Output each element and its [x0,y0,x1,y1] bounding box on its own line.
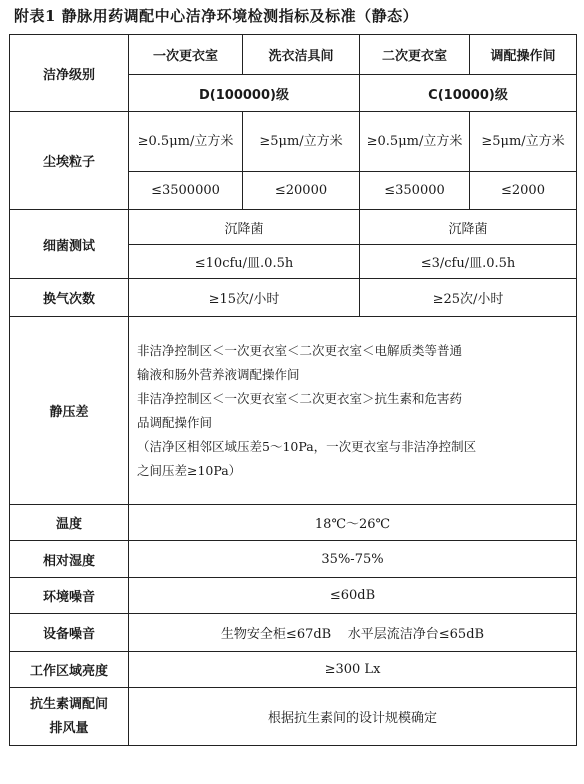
table-row [10,210,577,245]
room-header-compounding: 调配操作间 [470,35,577,75]
table-row [10,35,577,75]
table-title: 附表1 静脉用药调配中心洁净环境检测指标及标准（静态） [14,7,419,25]
dust-size-cell [470,112,577,172]
pressure-line: 品调配操作间 [137,414,213,430]
cleanliness-level-d: D(100000)级 [129,75,360,112]
table-row [10,541,577,578]
ambient-noise-value: ≤60dB [129,578,577,614]
row-label-temperature: 温度 [10,505,129,541]
dust-size-label: ≥5μm/立方米 [259,133,343,149]
pressure-description [129,317,577,505]
pressure-line: 非洁净控制区＜一次更衣室＜二次更衣室＞抗生素和危害药 [137,390,463,406]
air-changes-value-b: ≥25次/小时 [360,279,577,317]
table-row [10,317,577,505]
bacteria-method-a: 沉降菌 [129,210,360,245]
exhaust-label-line: 抗生素调配间 [29,696,108,712]
table-row [10,578,577,614]
dust-size-cell [360,112,470,172]
cleanliness-level-c: C(10000)级 [360,75,577,112]
table-row [10,279,577,317]
temperature-value: 18℃～26℃ [129,505,577,541]
row-label-humidity: 相对湿度 [10,541,129,578]
row-label-bacteria: 细菌测试 [10,210,129,279]
row-label-air-changes: 换气次数 [10,279,129,317]
row-label-illuminance: 工作区域亮度 [10,652,129,688]
pressure-line: （洁净区相邻区域压差5～10Pa，一次更衣室与非洁净控制区 [137,438,477,454]
room-header-first-gowning: 一次更衣室 [129,35,243,75]
row-label-exhaust [10,688,129,746]
pressure-line: 输液和肠外营养液调配操作间 [137,366,300,382]
table-row [10,652,577,688]
dust-size-label: ≥5μm/立方米 [481,133,565,149]
table-row [10,112,577,172]
dust-size-label: ≥0.5μm/立方米 [137,133,234,149]
dust-limit-value: ≤20000 [243,172,360,210]
dust-limit-value: ≤2000 [470,172,577,210]
dust-size-cell [129,112,243,172]
row-label-cleanliness: 洁净级别 [10,35,129,112]
pressure-line: 之间压差≥10Pa） [137,462,242,478]
room-header-second-gowning: 二次更衣室 [360,35,470,75]
bacteria-method-b: 沉降菌 [360,210,577,245]
equipment-noise-value: 生物安全柜≤67dB 水平层流洁净台≤65dB [129,614,577,652]
exhaust-label-line: 排风量 [49,720,89,736]
dust-limit-value: ≤350000 [360,172,470,210]
table-row [10,688,577,746]
humidity-value: 35%-75% [129,541,577,578]
bacteria-limit-b: ≤3/cfu/皿.0.5h [360,245,577,279]
row-label-dust: 尘埃粒子 [10,112,129,210]
table-row [10,614,577,652]
standards-table [9,34,577,746]
row-label-ambient-noise: 环境噪音 [10,578,129,614]
row-label-equipment-noise: 设备噪音 [10,614,129,652]
air-changes-value-a: ≥15次/小时 [129,279,360,317]
dust-limit-value: ≤3500000 [129,172,243,210]
exhaust-value: 根据抗生素间的设计规模确定 [129,688,577,746]
bacteria-limit-a: ≤10cfu/皿.0.5h [129,245,360,279]
room-header-laundry: 洗衣洁具间 [243,35,360,75]
table-row [10,505,577,541]
pressure-line: 非洁净控制区＜一次更衣室＜二次更衣室＜电解质类等普通 [137,342,463,358]
dust-size-cell [243,112,360,172]
dust-size-label: ≥0.5μm/立方米 [366,133,463,149]
illuminance-value: ≥300 Lx [129,652,577,688]
row-label-pressure: 静压差 [10,317,129,505]
